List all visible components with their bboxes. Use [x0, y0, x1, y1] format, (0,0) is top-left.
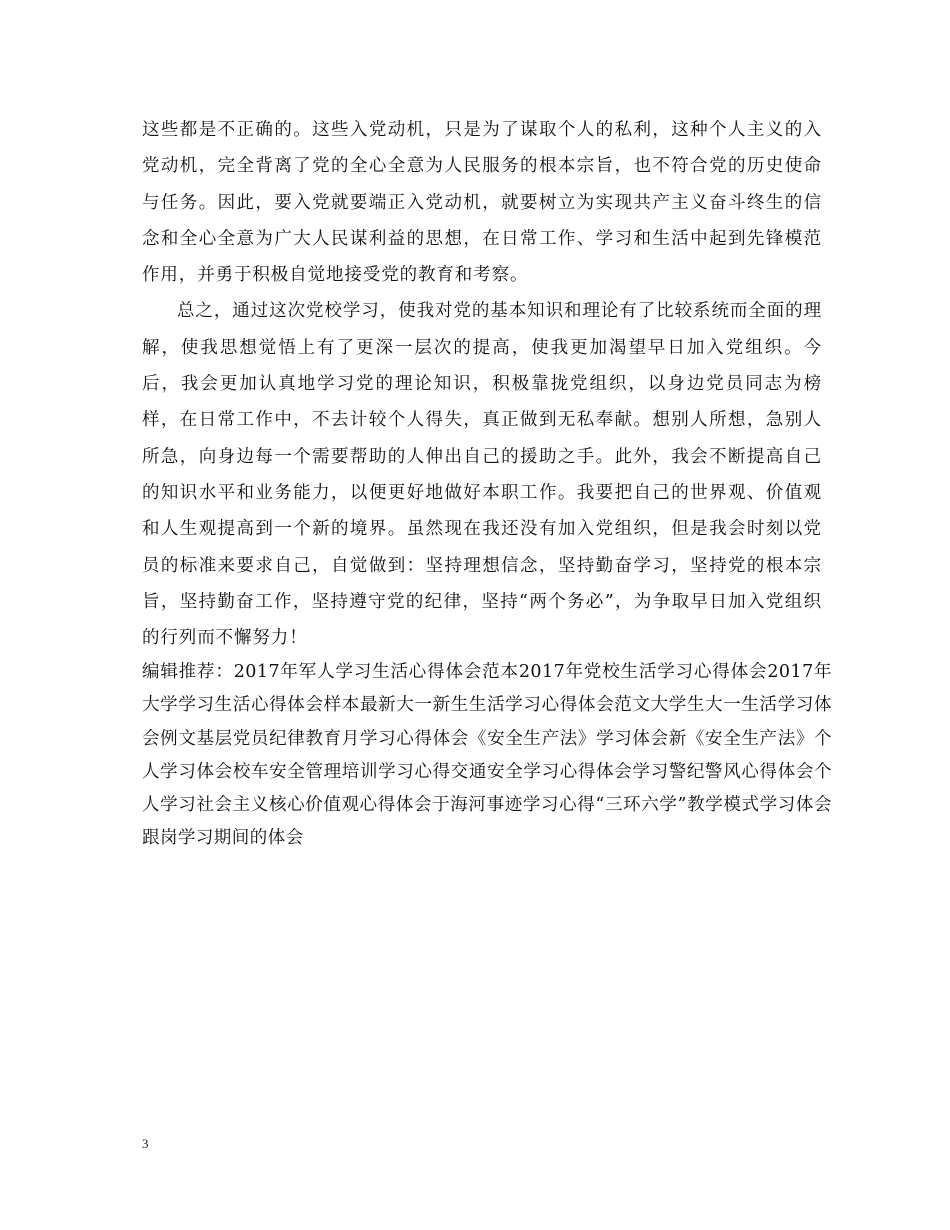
- paragraph-party-motivation: 这些都是不正确的。这些入党动机，只是为了谋取个人的私利，这种个人主义的入党动机，完全背离了党的全心全意为人民服务的根本宗旨，也不符合党的历史使命与任务。因此，要入党就要端正入党动机，就要树立为实现共产主义奋斗终生的信念和全心全意为广大人民谋利益的思想，在日常工作、学习和生活中起到先锋模范作用，并勇于积极自觉地接受党的教育和考察。: [142, 120, 822, 286]
- editor-recommendation: 编辑推荐：2017年军人学习生活心得体会范本2017年党校生活学习心得体会2017年大学学习生活心得体会样本最新大一新生生活学习心得体会范文大学生大一生活学习体会例文基层党员纪律教育月学习心得体会《安全生产法》学习体会新《安全生产法》个人学习体会校车安全管理培训学习心得交通安全学习心得体会学习警纪警风心得体会个人学习社会主义核心价值观心得体会于海河事迹学习心得“三环六学”教学模式学习体会跟岗学习期间的体会: [142, 662, 832, 849]
- page-number: 3: [142, 1136, 149, 1151]
- body-text: [142, 112, 822, 656]
- paragraph-conclusion: 总之，通过这次党校学习，使我对党的基本知识和理论有了比较系统而全面的理解，使我思想觉悟上有了更深一层次的提高，使我更加渴望早日加入党组织。今后，我会更加认真地学习党的理论知识，积极靠拢党组织，以身边党员同志为榜样，在日常工作中，不去计较个人得失，真正做到无私奉献。想别人所想，急别人所急，向身边每一个需要帮助的人伸出自己的援助之手。此外，我会不断提高自己的知识水平和业务能力，以便更好地做好本职工作。我要把自己的世界观、价值观和人生观提高到一个新的境界。虽然现在我还没有加入党组织，但是我会时刻以党员的标准来要求自己，自觉做到：坚持理想信念，坚持勤奋学习，坚持党的根本宗旨，坚持勤奋工作，坚持遵守党的纪律，坚持“两个务必”，为争取早日加入党组织的行列而不懈努力！: [142, 301, 822, 649]
